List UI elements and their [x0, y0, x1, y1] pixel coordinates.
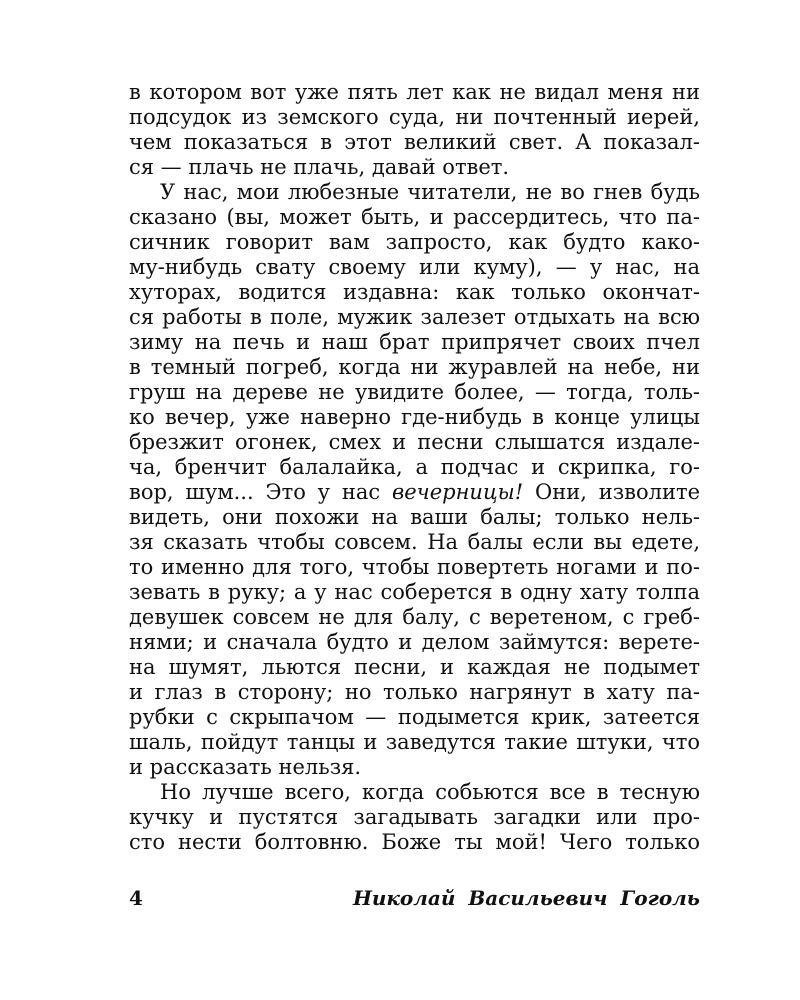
page-number: 4 — [129, 886, 143, 910]
text-line: ся — плачь не плачь, давай ответ. — [129, 155, 510, 179]
text-line: шаль, пойдут танцы и заведутся такие штуки, что — [129, 730, 700, 754]
text-line: груш на дереве не увидите более, — тогда, толь- — [129, 380, 700, 404]
paragraph-first-line: Но лучше всего, когда собьются все в тесную — [160, 780, 700, 804]
text-line: сказано (вы, может быть, и рассердитесь, что па- — [129, 205, 700, 229]
text-line: сичник говорит вам запросто, как будто како- — [129, 230, 700, 254]
text-line: и рассказать нельзя. — [129, 755, 362, 779]
text-line: подсудок из земского суда, ни почтенный иерей, — [129, 105, 700, 129]
text-line: видеть, они похожи на ваши балы; только нель- — [129, 505, 700, 529]
text-line: девушек совсем не для балу, с веретеном, с греб- — [129, 605, 700, 629]
text-line: в темный погреб, когда ни журавлей на небе, ни — [129, 355, 700, 379]
text-line: зевать в руку; а у нас соберется в одну хату толпа — [129, 580, 700, 604]
text-line: зя сказать чтобы совсем. На балы если вы едете, — [129, 530, 700, 554]
text-line: на шумят, льются песни, и каждая не подымет — [129, 655, 700, 679]
text-line: брезжит огонек, смех и песни слышатся издале- — [129, 430, 700, 454]
text-segment: Они, изволите — [534, 480, 700, 504]
text-segment: Это у нас — [265, 480, 381, 504]
italic-term: вечерницы! — [392, 480, 524, 504]
paragraph-first-line: У нас, мои любезные читатели, не во гнев будь — [160, 180, 700, 204]
text-line: нями; и сначала будто и делом займутся: верете- — [129, 630, 700, 654]
text-line: кучку и пустятся загадывать загадки или про- — [129, 805, 700, 829]
text-segment: вор, шум... — [129, 480, 254, 504]
text-line: и глаз в сторону; но только нагрянут в хату па- — [129, 680, 700, 704]
text-line: сто нести болтовню. Боже ты мой! Чего только — [129, 830, 700, 854]
text-line: хуторах, водится издавна: как только окончат- — [129, 280, 700, 304]
text-line: ко вечер, уже наверно где-нибудь в конце улицы — [129, 405, 700, 429]
text-line: ча, бренчит балалайка, а подчас и скрипка, го- — [129, 455, 700, 479]
text-line: рубки с скрыпачом — подымется крик, затеется — [129, 705, 700, 729]
text-line: му-нибудь свату своему или куму), — у нас, на — [129, 255, 700, 279]
running-head-author: Николай Васильевич Гоголь — [352, 886, 700, 910]
text-line-with-italic — [129, 480, 700, 505]
text-line: ся работы в поле, мужик залезет отдыхать на всю — [129, 305, 700, 329]
text-line: то именно для того, чтобы повертеть ногами и по- — [129, 555, 700, 579]
text-line: в котором вот уже пять лет как не видал меня ни — [129, 80, 700, 104]
text-line: зиму на печь и наш брат припрячет своих пчел — [129, 330, 700, 354]
text-line: чем показаться в этот великий свет. А показал- — [129, 130, 700, 154]
